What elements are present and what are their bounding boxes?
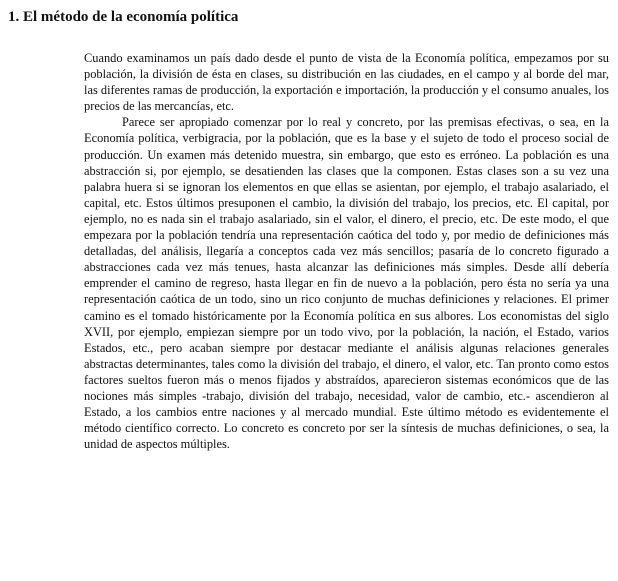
body-text [84, 50, 609, 452]
paragraph-1: Cuando examinamos un país dado desde el punto de vista de la Economía política, empezamos por su población, la división de ésta en clases, su distribución en las ciudades, en el campo y al borde del mar, las diferentes ramas de producción, la exportación e importación, la producción y el consumo anuales, los precios de las mercancías, etc. [84, 51, 609, 114]
paragraph-2: Parece ser apropiado comenzar por lo real y concreto, por las premisas efectivas, o sea, en la Economía política, verbigracia, por la población, que es la base y el sujeto de todo el proceso social de producción. Un examen más detenido muestra, sin embargo, que esto es erróneo. La población es una abstracción si, por ejemplo, se desatienden las clases que la componen. Estas clases son a su vez una palabra huera si se ignoran los elementos en que ellas se asientan, por ejemplo, el trabajo asalariado, el capital, etc. Estos últimos presuponen el cambio, la división del trabajo, los precios, etc. El capital, por ejemplo, no es nada sin el trabajo asalariado, sin el valor, el dinero, el precio, etc. De este modo, el que empezara por la población tendría una representación caótica del todo y, por medio de definiciones más detalladas, del análisis, llegaría a conceptos cada vez más sencillos; pasaría de lo concreto figurado a abstracciones cada vez más tenues, hasta alcanzar las definiciones más simples. Desde allí debería emprender el camino de regreso, hasta llegar en fin de nuevo a la población, pero ésta no sería ya una representación caótica de un todo, sino un rico conjunto de muchas definiciones y relaciones. El primer camino es el tomado históricamente por la Economía política en sus albores. Los economistas del siglo XVII, por ejemplo, empiezan siempre por un todo vivo, por la población, la nación, el Estado, varios Estados, etc., pero acaban siempre por destacar mediante el análisis algunas relaciones generales abstractas determinantes, tales como la división del trabajo, el dinero, el valor, etc. Tan pronto como estos factores sueltos fueron más o menos fijados y abstraídos, aparecieron sistemas económicos que de las nociones más simples -trabajo, división del trabajo, necesidad, valor de cambio, etc.- ascendieron al Estado, a los cambios entre naciones y al mercado mundial. Este último método es evidentemente el método científico correcto. Lo concreto es concreto por ser la síntesis de muchas definiciones, o sea, la unidad de aspectos múltiples. [84, 115, 609, 452]
section-heading: 1. El método de la economía política [8, 9, 239, 25]
